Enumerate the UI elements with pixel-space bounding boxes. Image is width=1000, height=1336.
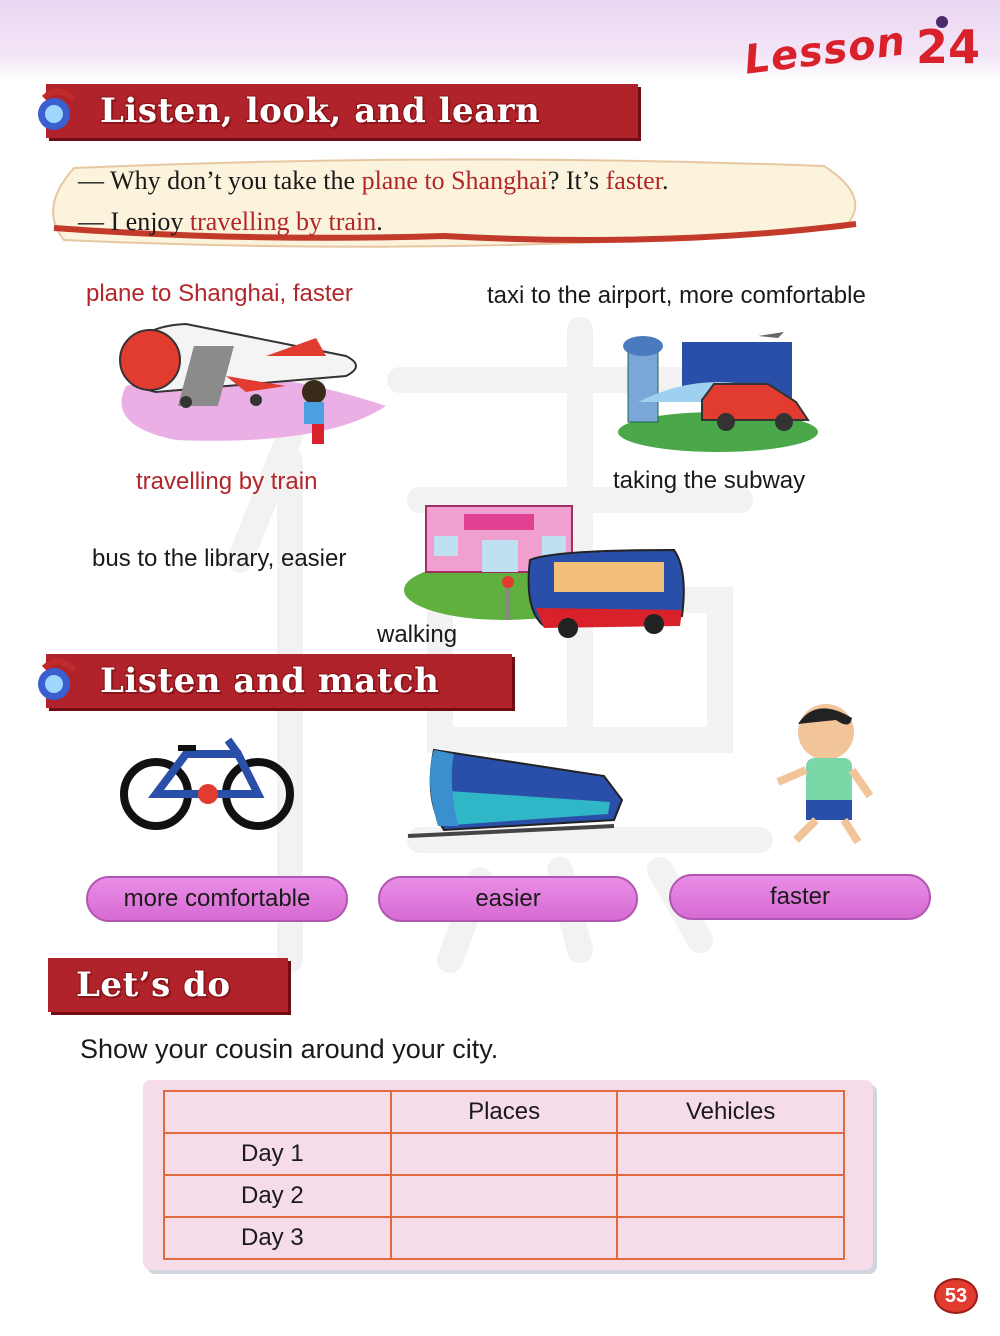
prompt-taxi: taxi to the airport, more comfortable xyxy=(487,282,866,309)
dialogue-text: . xyxy=(376,207,383,236)
table-header-cell: Vehicles xyxy=(617,1091,844,1133)
table-row-label: Day 1 xyxy=(164,1133,391,1175)
table-row xyxy=(164,1217,844,1259)
dialogue-text: ? It’s xyxy=(547,166,606,195)
lesson-number: 24 xyxy=(915,20,980,74)
table-header-row xyxy=(164,1091,844,1133)
dialogue-line-2 xyxy=(78,207,383,237)
option-pill-easier[interactable]: easier xyxy=(378,876,638,922)
section-banner-lets-do xyxy=(48,958,288,1012)
section-banner-listen-look-learn xyxy=(46,84,638,138)
lesson-word: Lesson xyxy=(741,18,909,84)
table-cell-vehicles[interactable] xyxy=(617,1175,844,1217)
taxi-airport-illustration xyxy=(618,322,828,452)
dialogue-highlight: plane to Shanghai xyxy=(361,166,548,195)
table-cell-places[interactable] xyxy=(391,1175,617,1217)
option-pill-more-comfortable[interactable]: more comfortable xyxy=(86,876,348,922)
bus-library-illustration xyxy=(404,500,690,640)
section-title: Listen and match xyxy=(100,661,440,701)
section-banner-listen-match xyxy=(46,654,512,708)
prompt-plane: plane to Shanghai, faster xyxy=(86,280,353,307)
table-header-cell xyxy=(164,1091,391,1133)
table-row-label: Day 2 xyxy=(164,1175,391,1217)
headphones-icon xyxy=(34,88,80,134)
dialogue-highlight: faster xyxy=(605,166,662,195)
prompt-subway: taking the subway xyxy=(613,467,806,494)
dialogue-line-1 xyxy=(78,166,668,196)
section-title: Listen, look, and learn xyxy=(100,91,541,131)
dialogue-text: — I enjoy xyxy=(78,207,190,236)
prompt-train: travelling by train xyxy=(136,468,318,495)
prompt-bus: bus to the library, easier xyxy=(92,545,347,572)
plan-table xyxy=(163,1090,845,1260)
table-cell-places[interactable] xyxy=(391,1133,617,1175)
dialogue-text: — Why don’t you take the xyxy=(78,166,362,195)
table-cell-places[interactable] xyxy=(391,1217,617,1259)
section-title: Let’s do xyxy=(76,965,231,1005)
table-row xyxy=(164,1175,844,1217)
table-cell-vehicles[interactable] xyxy=(617,1217,844,1259)
bicycle-illustration xyxy=(118,734,296,834)
table-cell-vehicles[interactable] xyxy=(617,1133,844,1175)
plane-illustration xyxy=(96,316,396,450)
option-pill-faster[interactable]: faster xyxy=(669,874,931,920)
dialogue-highlight: travelling by train xyxy=(189,207,377,236)
instruction-text: Show your cousin around your city. xyxy=(80,1034,499,1064)
plan-table-card xyxy=(143,1080,873,1270)
train-illustration xyxy=(404,740,626,840)
dialogue-text: . xyxy=(661,166,669,195)
lesson-heading xyxy=(741,18,980,84)
headphones-icon xyxy=(34,658,80,704)
prompt-walking: walking xyxy=(377,621,458,648)
table-row xyxy=(164,1133,844,1175)
table-row-label: Day 3 xyxy=(164,1217,391,1259)
walking-boy-illustration xyxy=(766,700,876,850)
page-number-badge: 53 xyxy=(934,1278,978,1314)
table-header-cell: Places xyxy=(391,1091,617,1133)
